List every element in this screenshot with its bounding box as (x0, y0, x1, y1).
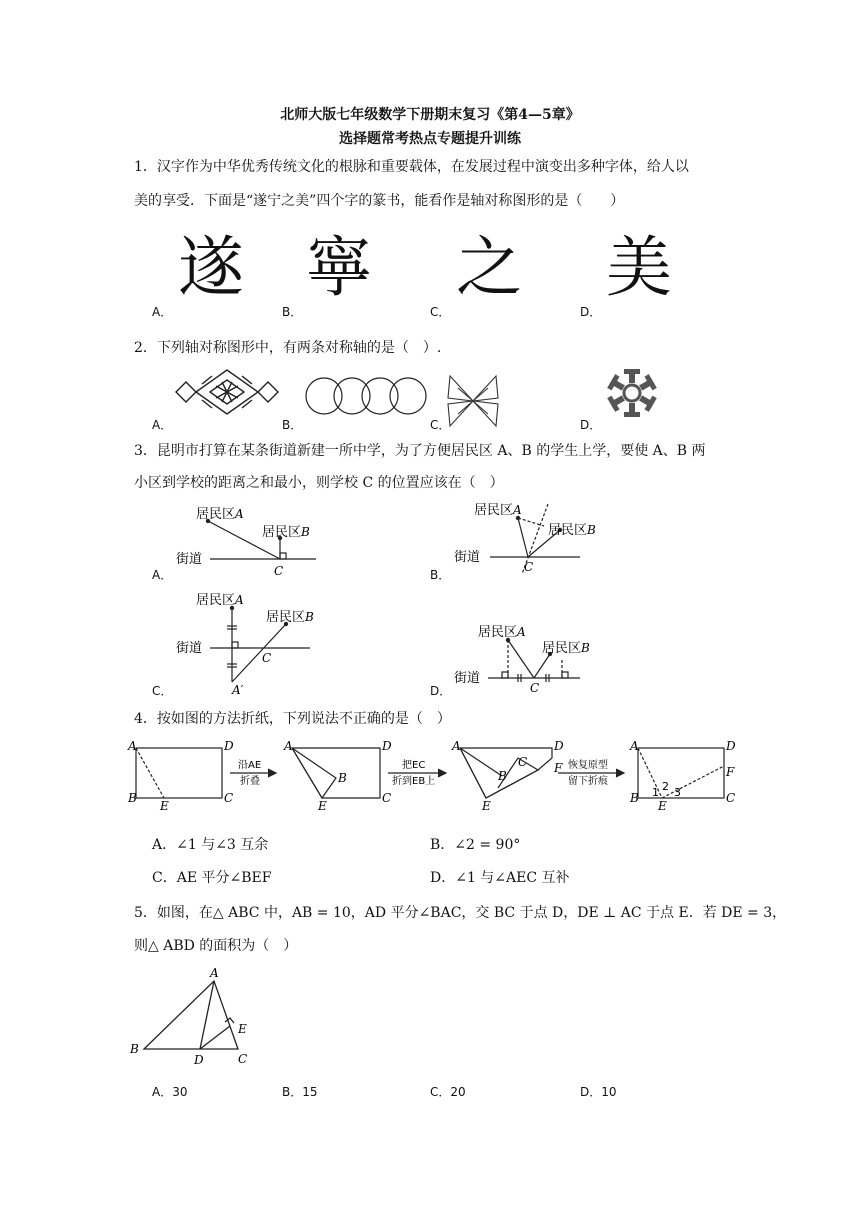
q4-option-c[interactable]: C．AE 平分∠BEF (152, 870, 272, 886)
svg-text:C: C (238, 1052, 248, 1066)
svg-text:F: F (726, 765, 735, 779)
svg-text:E: E (658, 799, 667, 813)
q3-option-d[interactable]: D． (430, 684, 452, 698)
svg-text:C: C (224, 791, 234, 805)
svg-text:D: D (194, 1053, 204, 1067)
q4-text-line1: 4．按如图的方法折纸，下列说法不正确的是（ ） (134, 711, 451, 727)
svg-text:沿AE: 沿AE (238, 760, 262, 771)
page-title: 北师大版七年级数学下册期末复习《第4—5章》 (280, 107, 580, 123)
q2-text-line1: 2．下列轴对称图形中，有两条对称轴的是（ ）. (134, 340, 442, 356)
snowflake-figure (600, 368, 664, 418)
q1-option-b[interactable]: B． (282, 305, 303, 319)
q3-option-b[interactable]: B． (430, 568, 451, 582)
svg-text:B: B (630, 791, 639, 805)
svg-text:D: D (224, 739, 234, 753)
svg-text:3: 3 (674, 786, 681, 799)
q3-figure-d (452, 620, 622, 695)
q3-option-c[interactable]: C． (152, 684, 173, 698)
q1-text-line2: 美的享受．下面是“遂宁之美”四个字的篆书，能看作是轴对称图形的是（ ） (134, 193, 625, 209)
svg-text:C: C (726, 791, 736, 805)
svg-text:A: A (284, 739, 293, 753)
svg-text:C: C (382, 791, 392, 805)
q2-option-a[interactable]: A． (152, 418, 173, 432)
svg-text:街道: 街道 (176, 552, 203, 567)
svg-text:B: B (338, 771, 347, 785)
q1-option-d[interactable]: D． (580, 305, 602, 319)
svg-text:留下折痕: 留下折痕 (568, 776, 608, 787)
seal-glyph-mei: 美 (606, 229, 672, 306)
svg-text:居民区B: 居民区B (548, 523, 596, 538)
svg-text:2: 2 (662, 780, 669, 793)
svg-text:A′: A′ (232, 683, 244, 697)
svg-text:居民区A: 居民区A (196, 593, 244, 608)
q2-option-d[interactable]: D． (580, 418, 602, 432)
q1-text-line1: 1．汉字作为中华优秀传统文化的根脉和重要载体，在发展过程中演变出多种字体，给人以 (134, 159, 689, 175)
q3-option-a[interactable]: A． (152, 568, 173, 582)
q3-figure-c (170, 590, 330, 695)
svg-text:C: C (262, 651, 272, 665)
q4-option-a[interactable]: A．∠1 与∠3 互余 (152, 837, 269, 853)
svg-text:居民区B: 居民区B (262, 525, 310, 540)
svg-text:C: C (518, 755, 528, 769)
svg-text:居民区A: 居民区A (474, 503, 522, 518)
svg-text:居民区B: 居民区B (266, 610, 314, 625)
q3-figure-b (452, 500, 622, 580)
q3-text-line2: 小区到学校的距离之和最小，则学校 C 的位置应该在（ ） (134, 475, 504, 491)
svg-text:折到EB上: 折到EB上 (392, 776, 436, 787)
svg-text:折叠: 折叠 (240, 776, 260, 787)
svg-text:B: B (128, 791, 137, 805)
svg-text:街道: 街道 (454, 671, 481, 686)
svg-text:E: E (482, 799, 491, 813)
svg-text:A: A (128, 739, 137, 753)
svg-text:A: A (630, 739, 639, 753)
svg-text:C: C (530, 681, 540, 695)
bowtie-figure (446, 374, 500, 428)
q5-triangle-figure (128, 965, 268, 1065)
svg-text:B: B (130, 1042, 139, 1056)
svg-text:D: D (382, 739, 392, 753)
seal-glyph-zhi: 之 (456, 229, 522, 306)
page-subtitle: 选择题常考热点专题提升训练 (339, 131, 521, 147)
svg-text:D: D (554, 739, 564, 753)
q5-option-b[interactable]: B．15 (282, 1085, 318, 1099)
svg-text:居民区A: 居民区A (478, 625, 526, 640)
svg-text:D: D (726, 739, 736, 753)
svg-text:居民区A: 居民区A (196, 507, 244, 522)
q2-option-c[interactable]: C． (430, 418, 451, 432)
svg-text:B: B (498, 769, 507, 783)
olympic-rings-figure (304, 376, 424, 416)
q1-option-c[interactable]: C． (430, 305, 451, 319)
knot-figure (172, 372, 282, 422)
q4-option-b[interactable]: B．∠2 = 90° (430, 837, 521, 853)
q4-option-d[interactable]: D．∠1 与∠AEC 互补 (430, 870, 570, 886)
q3-text-line1: 3．昆明市打算在某条街道新建一所中学，为了方便居民区 A、B 的学生上学，要使 A、B 两 (134, 443, 706, 459)
svg-text:居民区B: 居民区B (542, 641, 590, 656)
q3-figure-a (170, 505, 320, 580)
q5-text-line2: 则△ ABD 的面积为（ ） (134, 938, 298, 954)
q4-folding-figure (126, 739, 736, 813)
svg-text:把EC: 把EC (402, 760, 426, 771)
svg-text:E: E (318, 799, 327, 813)
q1-option-a[interactable]: A． (152, 305, 173, 319)
svg-text:C: C (524, 560, 534, 574)
svg-text:A: A (452, 739, 461, 753)
svg-text:E: E (160, 799, 169, 813)
svg-text:街道: 街道 (454, 550, 481, 565)
q5-text-line1: 5．如图，在△ ABC 中，AB = 10，AD 平分∠BAC，交 BC 于点 D，DE ⊥ AC 于点 E．若 DE = 3， (134, 905, 787, 921)
svg-text:1: 1 (652, 786, 659, 799)
seal-glyph-ning: 寧 (306, 229, 372, 306)
q2-option-b[interactable]: B． (282, 418, 303, 432)
svg-text:恢复原型: 恢复原型 (568, 760, 608, 771)
svg-text:C: C (274, 564, 284, 578)
svg-text:F: F (554, 761, 563, 775)
q5-option-c[interactable]: C．20 (430, 1085, 466, 1099)
seal-glyph-sui: 遂 (178, 229, 244, 306)
q5-option-d[interactable]: D．10 (580, 1085, 617, 1099)
svg-text:E: E (238, 1022, 247, 1036)
svg-text:街道: 街道 (176, 641, 203, 656)
svg-text:A: A (210, 966, 219, 980)
q5-option-a[interactable]: A．30 (152, 1085, 188, 1099)
